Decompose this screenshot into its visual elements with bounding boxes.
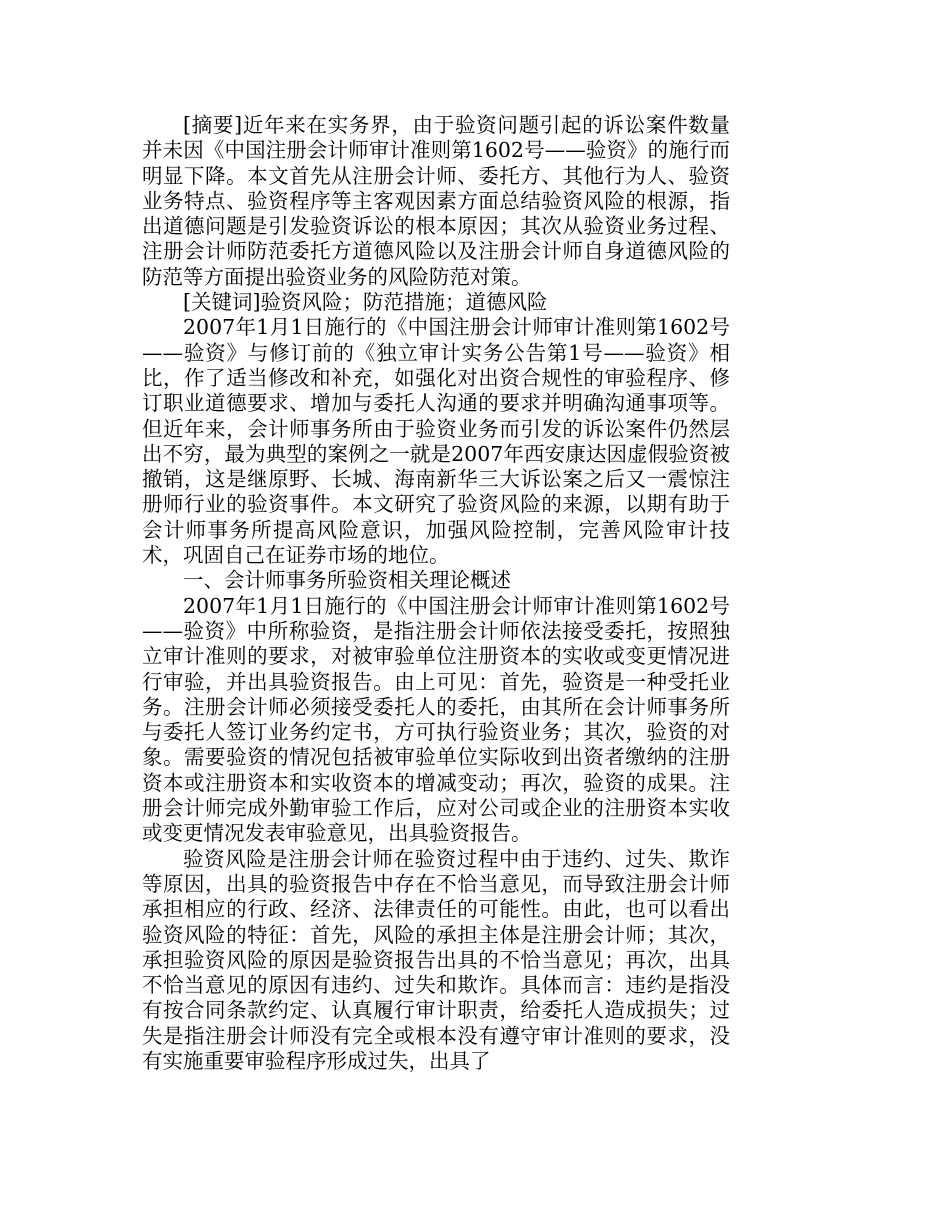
- document-body: [142, 113, 730, 1074]
- body-paragraph: 验资风险是注册会计师在验资过程中由于违约、过失、欺诈等原因，出具的验资报告中存在不恰当意见，而导致注册会计师承担相应的行政、经济、法律责任的可能性。由此，也可以看出验资风险的特征：首先，风险的承担主体是注册会计师；其次，承担验资风险的原因是验资报告出具的不恰当意见；再次，出具不恰当意见的原因有违约、过失和欺诈。具体而言：违约是指没有按合同条款约定、认真履行审计职责，给委托人造成损失；过失是指注册会计师没有完全或根本没有遵守审计准则的要求，没有实施重要审验程序形成过失，出具了: [142, 846, 730, 1073]
- body-paragraph: 2007年1月1日施行的《中国注册会计师审计准则第1602号——验资》与修订前的《独立审计实务公告第1号——验资》相比，作了适当修改和补充，如强化对出资合规性的审验程序、修订职业道德要求、增加与委托人沟通的要求并明确沟通事项等。但近年来，会计师事务所由于验资业务而引发的诉讼案件仍然层出不穷，最为典型的案例之一就是2007年西安康达因虚假验资被撤销，这是继原野、长城、海南新华三大诉讼案之后又一震惊注册师行业的验资事件。本文研究了验资风险的来源，以期有助于会计师事务所提高风险意识，加强风险控制，完善风险审计技术，巩固自己在证券市场的地位。: [142, 315, 730, 568]
- keywords-paragraph: [关键词]验资风险；防范措施；道德风险: [183, 290, 548, 315]
- body-paragraph: 2007年1月1日施行的《中国注册会计师审计准则第1602号——验资》中所称验资，是指注册会计师依法接受委托，按照独立审计准则的要求，对被审验单位注册资本的实收或变更情况进行审验，并出具验资报告。由上可见：首先，验资是一种受托业务。注册会计师必须接受委托人的委托，由其所在会计师事务所与委托人签订业务约定书，方可执行验资业务；其次，验资的对象。需要验资的情况包括被审验单位实际收到出资者缴纳的注册资本或注册资本和实收资本的增减变动；再次，验资的成果。注册会计师完成外勤审验工作后，应对公司或企业的注册资本实收或变更情况发表审验意见，出具验资报告。: [142, 593, 730, 846]
- abstract-paragraph: [摘要]近年来在实务界，由于验资问题引起的诉讼案件数量并未因《中国注册会计师审计准则第1602号——验资》的施行而明显下降。本文首先从注册会计师、委托方、其他行为人、验资业务特点、验资程序等主客观因素方面总结验资风险的根源，指出道德问题是引发验资诉讼的根本原因；其次从验资业务过程、注册会计师防范委托方道德风险以及注册会计师自身道德风险的防范等方面提出验资业务的风险防范对策。: [142, 113, 730, 289]
- section-heading: 一、会计师事务所验资相关理论概述: [183, 568, 511, 593]
